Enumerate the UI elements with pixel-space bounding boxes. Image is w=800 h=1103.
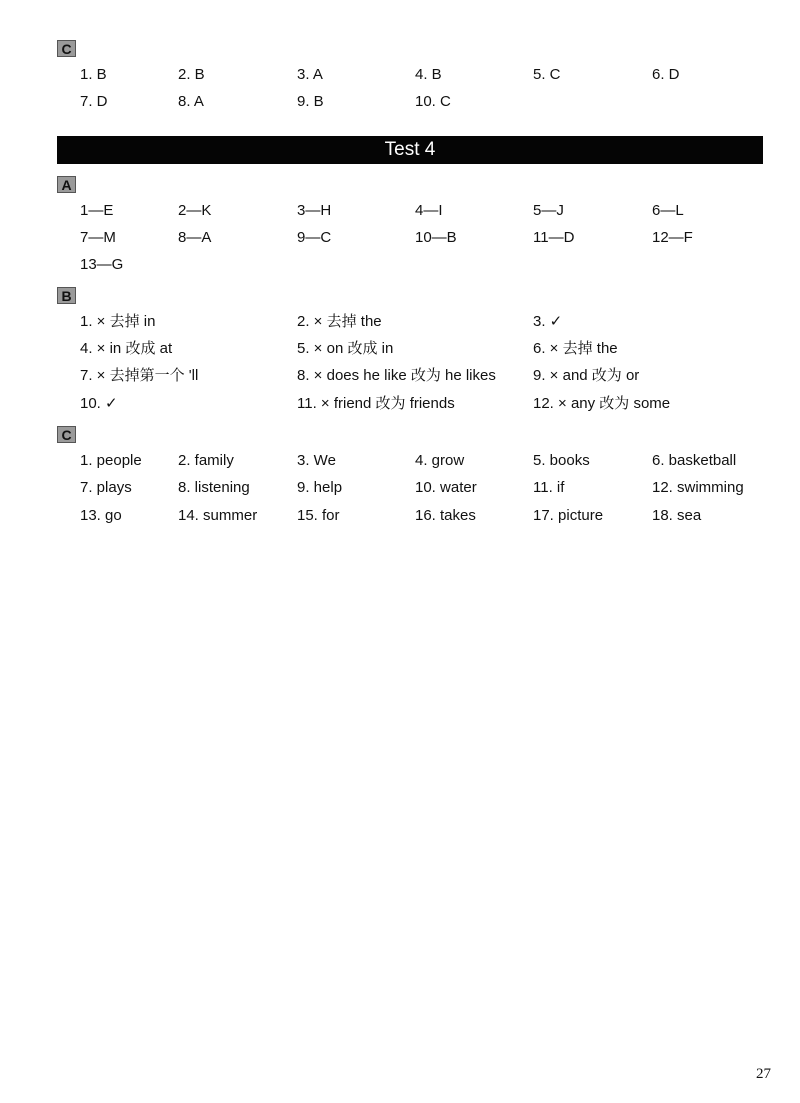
answer-item: 3. A [297,66,323,83]
answer-item: 12. swimming [652,479,744,496]
answer-item: 12. × any 改为 some [533,395,671,412]
answer-item: 7. plays [80,479,132,496]
answer-item: 3—H [297,202,332,219]
answer-item: 14. summer [178,507,258,524]
answer-item: 4. B [415,66,442,83]
answer-item: 5—J [533,202,564,219]
answer-item: 10—B [415,229,457,246]
answer-item: 6. basketball [652,452,737,469]
answer-item: 6. D [652,66,680,83]
answer-item: 8. listening [178,479,250,496]
section-a-badge: A [57,176,76,193]
answer-item: 6—L [652,202,684,219]
answer-item: 9—C [297,229,332,246]
answer-item: 2. × 去掉 the [297,313,382,330]
answer-item: 10. C [415,93,451,110]
answer-item: 1. people [80,452,142,469]
answer-item: 13—G [80,256,124,273]
answer-item: 5. × on 改成 in [297,340,394,357]
answer-item: 9. B [297,93,324,110]
answer-item: 5. C [533,66,561,83]
answer-item: 11. if [533,479,565,496]
answer-item: 15. for [297,507,340,524]
answer-item: 18. sea [652,507,702,524]
answer-item: 16. takes [415,507,476,524]
answer-item: 4—I [415,202,443,219]
answer-item: 13. go [80,507,122,524]
answer-item: 2. family [178,452,234,469]
answer-item: 17. picture [533,507,604,524]
answer-item: 2. B [178,66,205,83]
answer-item: 9. help [297,479,343,496]
answer-item: 11. × friend 改为 friends [297,395,455,412]
answer-item: 4. × in 改成 at [80,340,173,357]
answer-item: 7. D [80,93,108,110]
answer-item: 3. ✓ [533,313,563,330]
answer-item: 1—E [80,202,114,219]
answer-item: 8. × does he like 改为 he likes [297,367,496,384]
answer-item: 6. × 去掉 the [533,340,618,357]
answer-item: 9. × and 改为 or [533,367,640,384]
answer-item: 1. × 去掉 in [80,313,156,330]
answer-item: 7. × 去掉第一个 'll [80,367,199,384]
page-number: 27 [756,1066,771,1082]
answer-item: 3. We [297,452,336,469]
answer-item: 10. ✓ [80,395,118,412]
answer-item: 12—F [652,229,693,246]
test-title-bar [57,136,763,164]
answer-item: 7—M [80,229,116,246]
answer-item: 11—D [533,229,575,246]
answer-item: 8. A [178,93,204,110]
answer-item: 5. books [533,452,590,469]
section-c-badge: C [57,426,76,443]
test-title: Test 4 [384,139,436,160]
answer-item: 8—A [178,229,212,246]
answer-item: 1. B [80,66,107,83]
answer-item: 10. water [415,479,477,496]
section-c-top-badge: C [57,40,76,57]
answer-item: 2—K [178,202,212,219]
answer-item: 4. grow [415,452,465,469]
section-b-badge: B [57,287,76,304]
